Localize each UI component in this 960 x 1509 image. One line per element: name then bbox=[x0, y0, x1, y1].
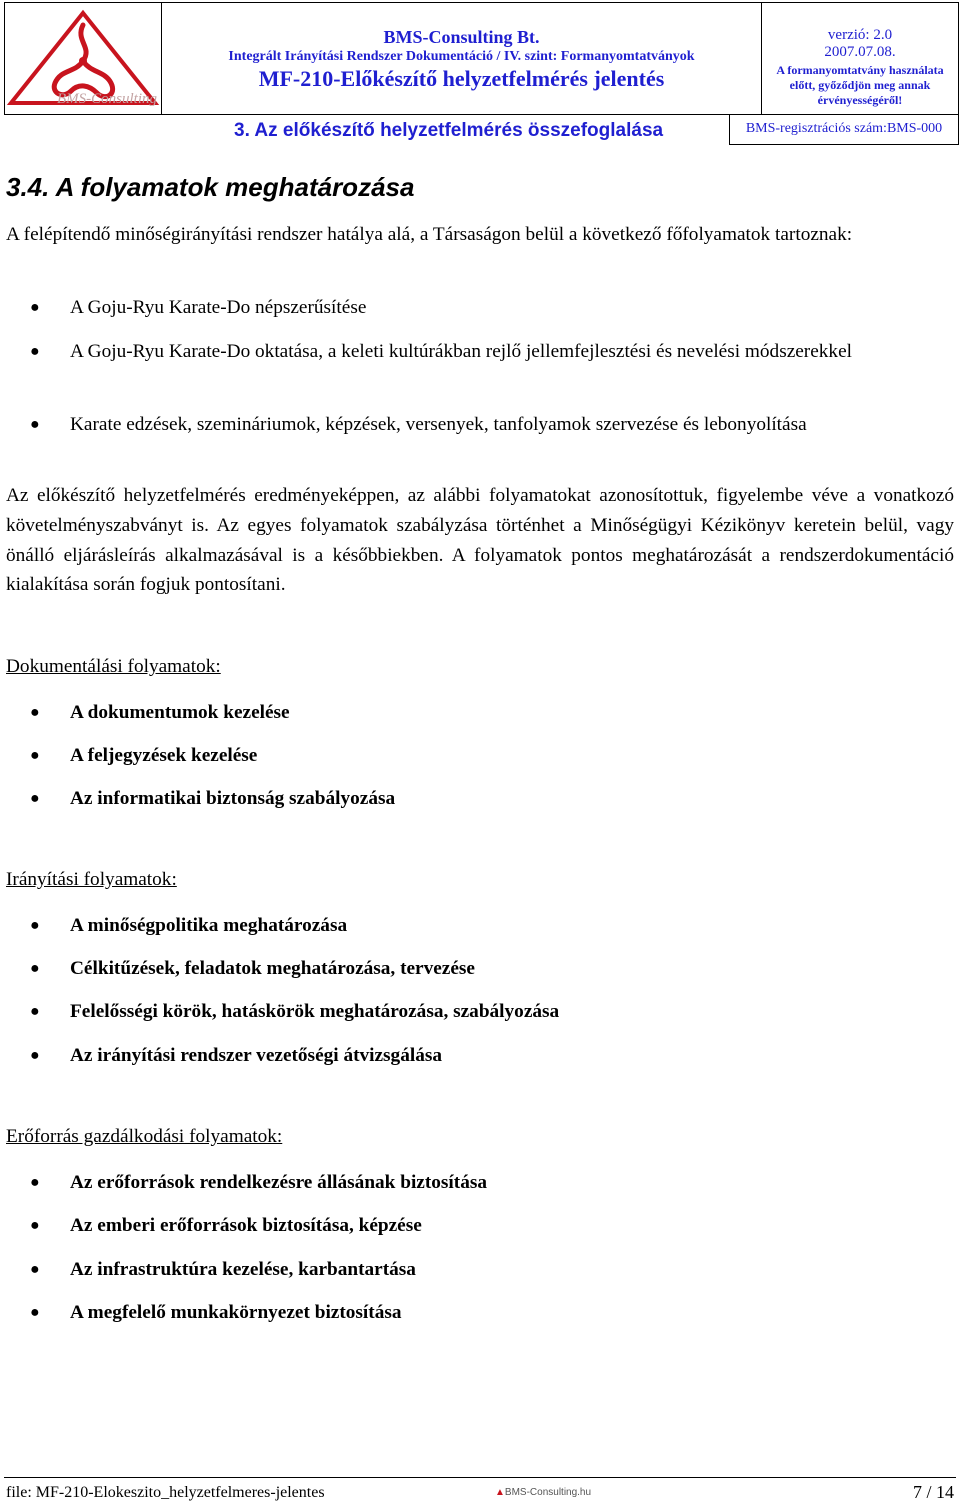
footer-logo-icon: ▲ bbox=[495, 1487, 505, 1498]
footer-logo: ▲BMS-Consulting.hu bbox=[495, 1487, 592, 1498]
bullet-icon: ● bbox=[30, 416, 40, 433]
bullet-icon: ● bbox=[30, 747, 40, 764]
company-name: BMS-Consulting Bt. bbox=[383, 27, 540, 47]
bullet-icon: ● bbox=[30, 1047, 40, 1064]
form-title: MF-210-Előkészítő helyzetfelmérés jelentés bbox=[258, 66, 665, 91]
header-title-cell bbox=[162, 2, 762, 115]
registration-number: BMS-regisztrációs szám:BMS-000 bbox=[745, 121, 943, 136]
logo-cell bbox=[4, 2, 162, 115]
body-paragraph: Az előkészítő helyzetfelmérés eredményeképpen, az alábbi folyamatokat azonosítottuk, figyelembe véve a vonatkozó követelményszabványt is. Az egyes folyamatok szabályzása történhet a Minőségügyi Kézikönyv keretein belül, vagy önálló eljárásleírás alkalmazásával is a későbbiekben. A folyamatok pontos meghatározását a rendszerdokumentáció kialakítása során fogjuk pontosítani. bbox=[6, 485, 954, 596]
bullet-icon: ● bbox=[30, 299, 40, 316]
bullet-icon: ● bbox=[30, 1174, 40, 1191]
bullet-icon: ● bbox=[30, 917, 40, 934]
intro-paragraph: A felépítendő minőségirányítási rendszer hatálya alá, a Társaságon belül a következő főfolyamatok tartoznak: bbox=[6, 224, 853, 245]
section-title: 3. Az előkészítő helyzetfelmérés összefoglalása bbox=[234, 120, 664, 141]
document-header bbox=[4, 2, 959, 142]
version-date: 2007.07.08. bbox=[824, 44, 896, 60]
bullet-icon: ● bbox=[30, 1261, 40, 1278]
bullet-icon: ● bbox=[30, 960, 40, 977]
version-cell bbox=[762, 2, 959, 115]
category-title: Irányítási folyamatok: bbox=[6, 869, 177, 890]
category-title: Dokumentálási folyamatok: bbox=[6, 656, 221, 677]
bullet-icon: ● bbox=[30, 704, 40, 721]
logo-text: BMS-Consulting bbox=[57, 91, 157, 107]
bullet-icon: ● bbox=[30, 790, 40, 807]
page-number: 7 / 14 bbox=[912, 1482, 954, 1502]
bullet-icon: ● bbox=[30, 1304, 40, 1321]
registration-cell bbox=[729, 115, 959, 145]
bullet-icon: ● bbox=[30, 1217, 40, 1234]
category-title: Erőforrás gazdálkodási folyamatok: bbox=[6, 1126, 283, 1147]
bullet-icon: ● bbox=[30, 1003, 40, 1020]
version-label: verzió: 2.0 bbox=[827, 27, 893, 43]
bullet-icon: ● bbox=[30, 343, 40, 360]
footer-file-name: file: MF-210-Elokeszito_helyzetfelmeres-jelentes bbox=[6, 1484, 325, 1501]
document-subtitle: Integrált Irányítási Rendszer Dokumentáció / IV. szint: Formanyomtatványok bbox=[228, 49, 695, 64]
validity-notice: A formanyomtatvány használata előtt, győződjön meg annak érvényességéről! bbox=[776, 63, 944, 107]
section-heading: 3.4. A folyamatok meghatározása bbox=[6, 172, 415, 202]
footer-divider bbox=[4, 1477, 956, 1478]
